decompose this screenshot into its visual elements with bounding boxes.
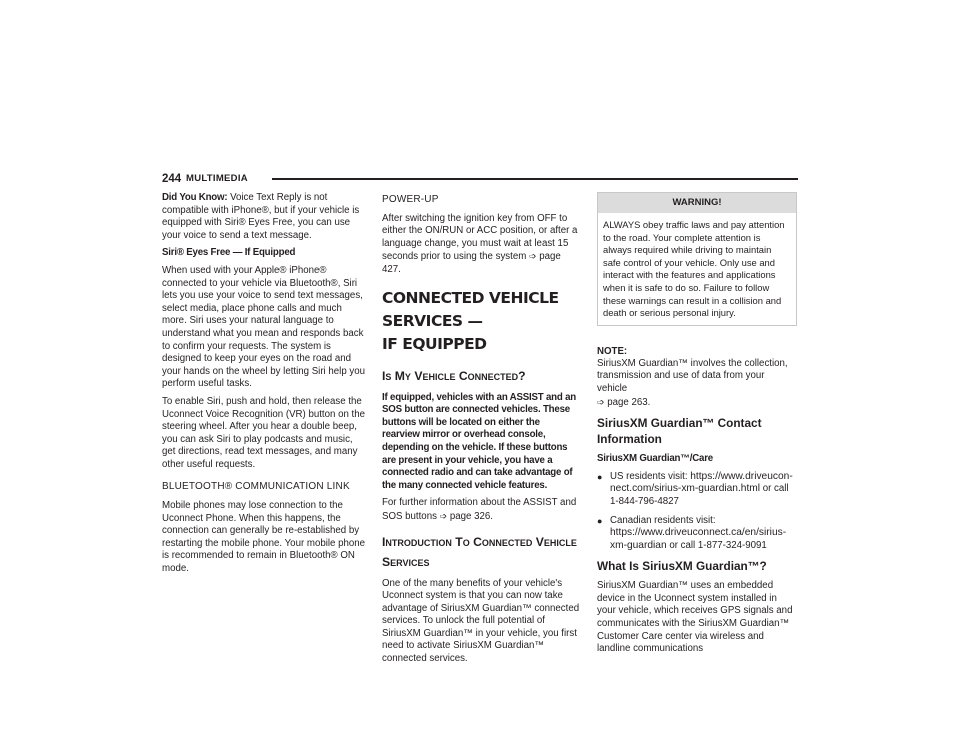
is-vehicle-connected-heading: Is My Vehicle Connected? bbox=[382, 368, 526, 383]
ca-prefix: Canadian residents visit: bbox=[610, 514, 716, 526]
column-left bbox=[162, 192, 367, 581]
intro-heading-line2: Services bbox=[382, 554, 430, 569]
page-header bbox=[162, 172, 798, 186]
bluetooth-heading: BLUETOOTH® COMMUNICATION LINK bbox=[162, 481, 350, 493]
page-ref-arrow-icon: ➩ bbox=[529, 251, 537, 262]
connected-bold-paragraph: If equipped, vehicles with an ASSIST and an SOS button are connected vehicles. These buttons will be located on either the rearview mirror or overhead console, depending on the vehicle. If these buttons are present in your vehicle, you have a connected radio and can take advantage of the many connected vehicle features. bbox=[382, 391, 576, 491]
us-url-link[interactable]: https://www.driveuconnect.com/sirius-xm-guardian.html bbox=[610, 470, 793, 495]
care-label: SiriusXM Guardian™/Care bbox=[597, 453, 713, 465]
ca-suffix: or call 1-877-324-9091 bbox=[666, 539, 767, 551]
page-number: 244 bbox=[162, 173, 182, 185]
page-ref-arrow-icon: ➩ bbox=[439, 510, 448, 521]
note-page-ref: page 263. bbox=[604, 396, 651, 408]
powerup-text: After switching the ignition key from OFF to either the ON/RUN or ACC position, or after a language change, you must wait at least 15 seconds prior to using the system bbox=[382, 212, 578, 263]
what-is-guardian-heading: What Is SiriusXM Guardian™? bbox=[597, 559, 767, 574]
intro-connected-heading bbox=[382, 532, 580, 572]
ca-url-link[interactable]: https://www.driveuconnect.ca/en/sirius-xm-guardian bbox=[610, 527, 787, 551]
powerup-heading: POWER-UP bbox=[382, 194, 439, 205]
contact-list bbox=[597, 471, 797, 553]
did-you-know-text: Voice Text Reply is not compatible with iPhone®, but if your vehicle is equipped with Siri® Eyes Free, you can use your voice to send a text message. bbox=[162, 192, 360, 241]
bullet-icon: ● bbox=[597, 471, 603, 482]
contact-info-heading: SiriusXM Guardian™ Contact Information bbox=[597, 416, 762, 447]
section-title: MULTIMEDIA bbox=[186, 173, 248, 184]
did-you-know-lead: Did You Know: bbox=[162, 192, 228, 203]
connected-services-heading-line2: IF EQUIPPED bbox=[382, 334, 487, 353]
bullet-icon: ● bbox=[597, 515, 603, 526]
powerup-page-ref: page 427. bbox=[382, 251, 561, 275]
us-prefix: US residents visit: bbox=[610, 470, 691, 482]
siri-heading: Siri® Eyes Free — If Equipped bbox=[162, 247, 296, 259]
note-paragraph bbox=[597, 358, 797, 409]
assist-page-ref: page 326. bbox=[447, 510, 493, 522]
list-item bbox=[597, 515, 797, 553]
assist-paragraph bbox=[382, 497, 580, 523]
note-text: SiriusXM Guardian™ involves the collection, transmission and use of data from your vehicle bbox=[597, 357, 788, 394]
what-is-guardian-paragraph: SiriusXM Guardian™ uses an embedded device in the Uconnect system installed in your vehicle, which receives GPS signals and communicates with the SiriusXM Guardian™ Customer Care center via wireless and landline communications bbox=[597, 580, 793, 655]
assist-text: For further information about the ASSIST and SOS buttons bbox=[382, 497, 577, 522]
us-suffix: or call 1-844-796-4827 bbox=[610, 483, 789, 507]
intro-paragraph: One of the many benefits of your vehicle's Uconnect system is that you can now take advantage of SiriusXM Guardian™ connected services. To unlock the full potential of SiriusXM Guardian™ in your vehicle, you first need to activate SiriusXM Guardian™ connected services. bbox=[382, 577, 580, 665]
powerup-paragraph bbox=[382, 213, 580, 277]
page-ref-arrow-icon: ➩ bbox=[597, 396, 605, 407]
warning-title: WARNING! bbox=[598, 193, 796, 213]
warning-text: ALWAYS obey traffic laws and pay attention to the road. Your complete attention is always required while driving to maintain safe control of your vehicle. Only use and interact with the features and applications when it is safe to do so. Failure to follow these warnings can result in a collision and death or serious personal injury. bbox=[603, 219, 785, 319]
connected-services-heading-line1: CONNECTED VEHICLE SERVICES — bbox=[382, 288, 559, 330]
bluetooth-paragraph: Mobile phones may lose connection to the Uconnect Phone. When this happens, the connection can generally be re-established by restarting the mobile phone. Your mobile phone is recommended to remain in Bluetooth® ON mode. bbox=[162, 500, 366, 575]
did-you-know-paragraph bbox=[162, 192, 367, 242]
siri-paragraph-1: When used with your Apple® iPhone® connected to your vehicle via Bluetooth®, Siri lets you use your voice to send text messages, select media, place phone calls and much more. Siri uses your natural language to understand what you mean and responds back to confirm your requests. The system is designed to keep your eyes on the road and your hands on the wheel by letting Siri help you perform useful tasks. bbox=[162, 264, 366, 390]
intro-heading-line1: Introduction To Connected Vehicle bbox=[382, 534, 577, 549]
list-item bbox=[597, 471, 797, 509]
column-right bbox=[597, 192, 797, 661]
header-rule bbox=[272, 178, 798, 180]
column-middle bbox=[382, 192, 580, 671]
warning-box bbox=[597, 192, 797, 326]
connected-services-heading bbox=[382, 287, 580, 356]
note-label: NOTE: bbox=[597, 345, 628, 357]
siri-paragraph-2: To enable Siri, push and hold, then release the Uconnect Voice Recognition (VR) button on the steering wheel. After you hear a double beep, you can ask Siri to play podcasts and music, get directions, read text messages, and many other useful requests. bbox=[162, 395, 366, 470]
